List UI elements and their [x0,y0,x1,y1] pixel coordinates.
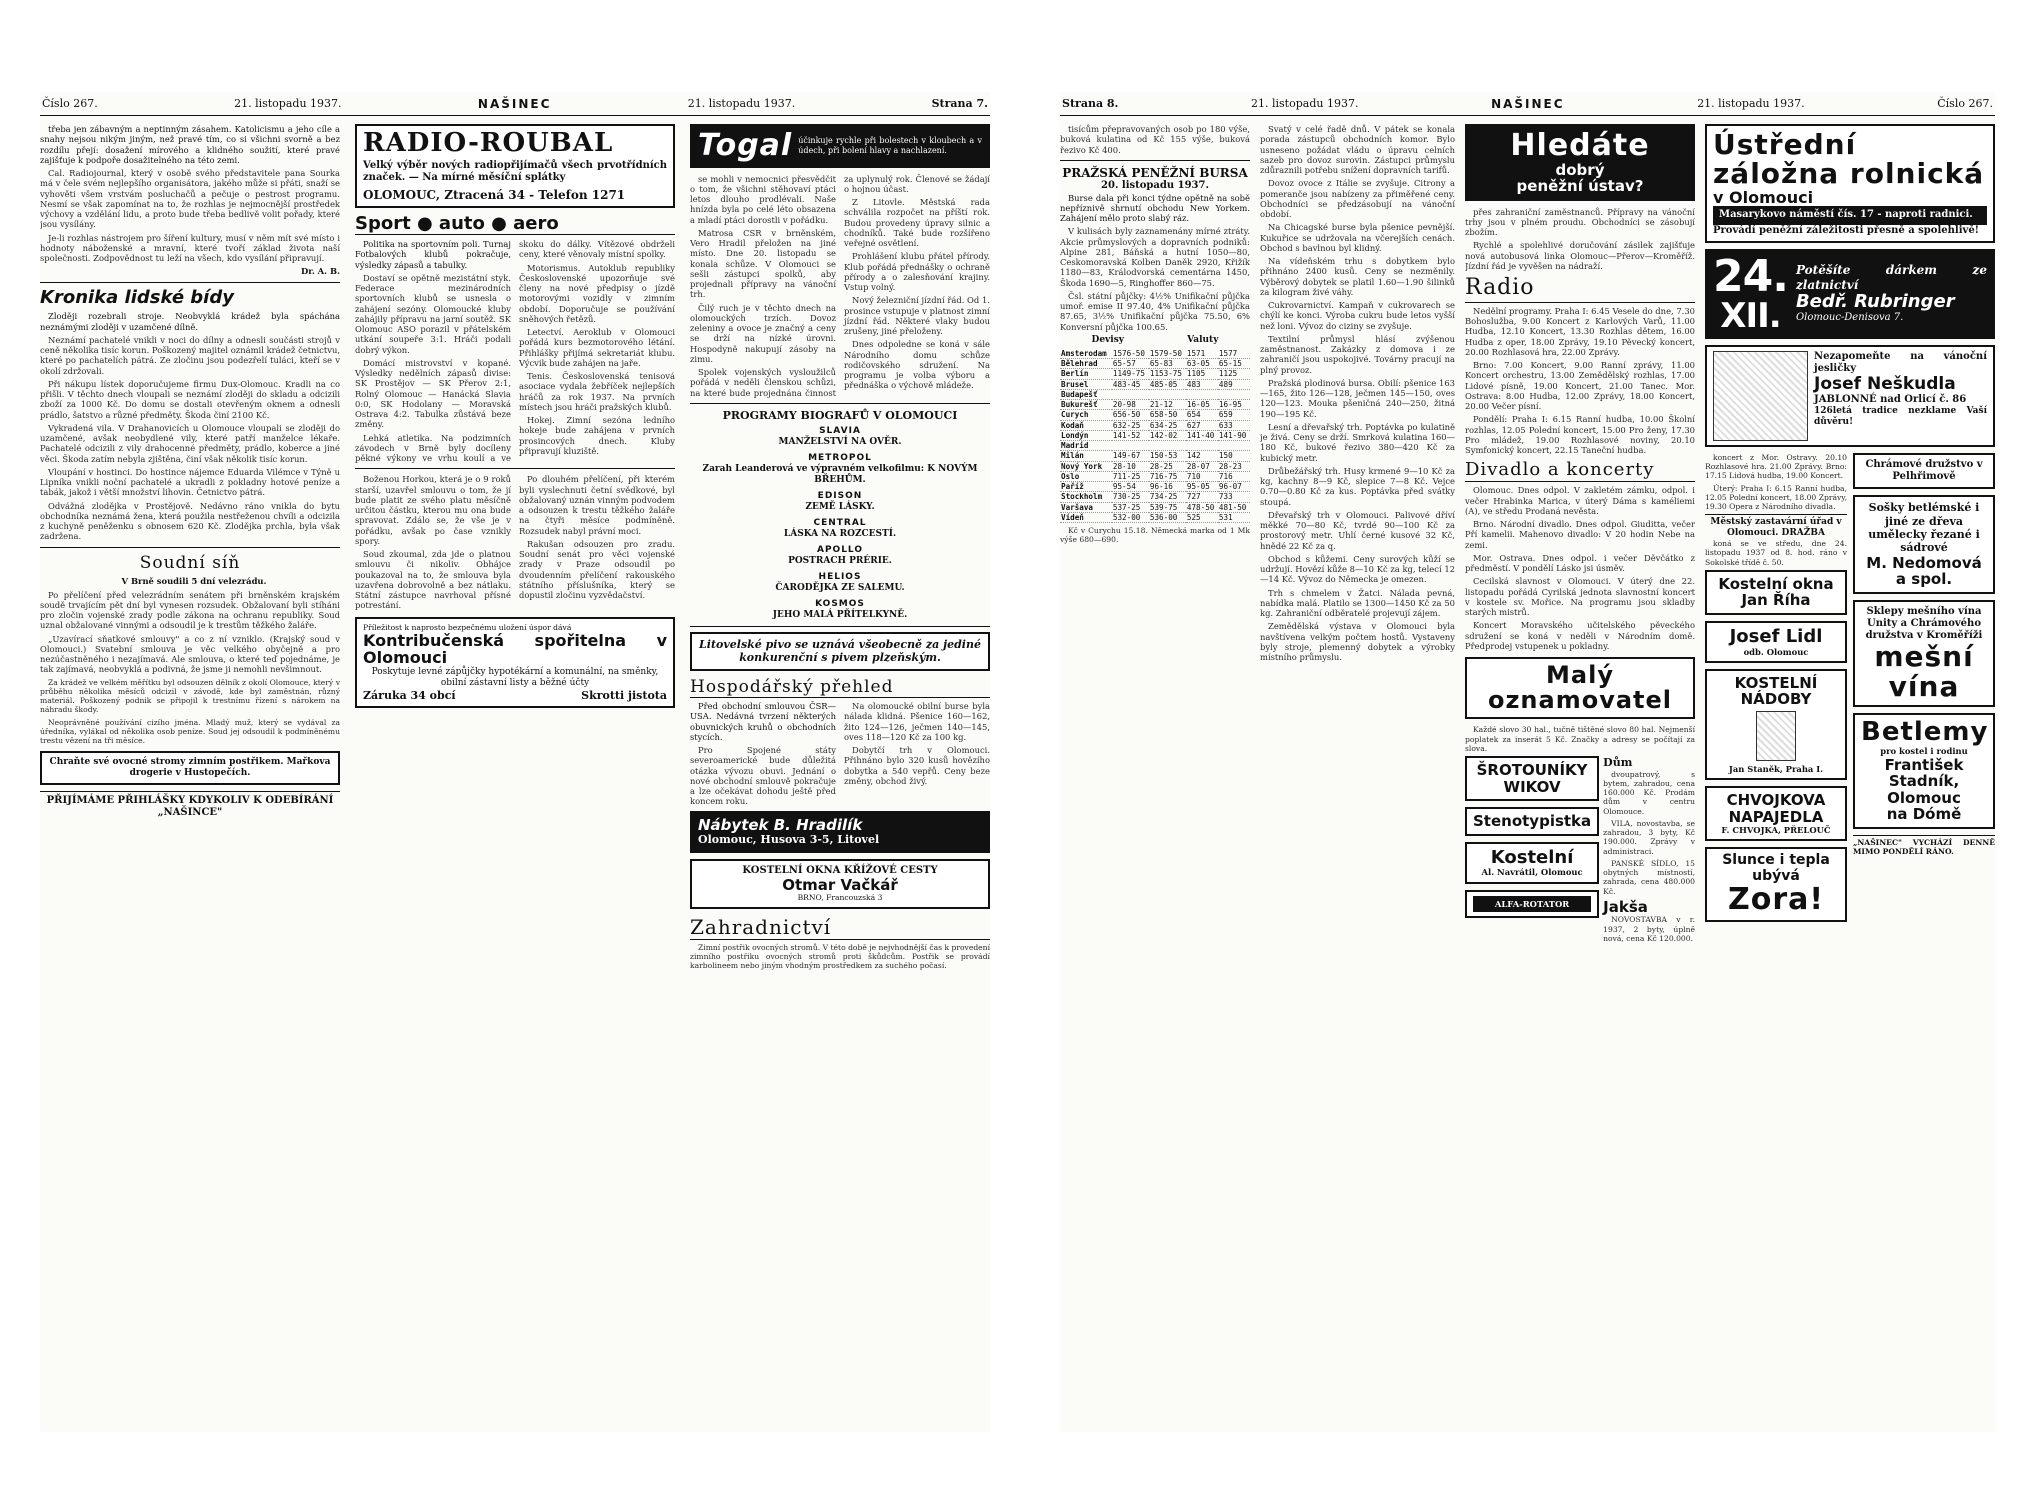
rate-city: Londýn [1060,430,1112,440]
rate-value: 65-15 [1218,359,1250,369]
mesni-vina-title: mešní vína [1874,640,1974,703]
bank-ad-text: Poskytuje levné zápůjčky hypotékární a komunální, na směnky, obilní zástavní listy a běžné účty [371,667,659,688]
cinema-film: POSTRACH PRÉRIE. [788,555,892,566]
cinema-name: HELIOS [818,571,862,582]
togal-ad [690,124,990,168]
dum-title: Dům [1603,756,1633,770]
neskuda-city: JABLONNÉ nad Orlicí č. 86 [1814,393,1967,405]
kostelni-rouch-ad [1465,842,1599,884]
rate-city: Varšava [1060,502,1112,512]
exchange-rate-row [1060,379,1250,389]
rate-value: 1153-75 [1149,369,1186,379]
togal-title: Togal [698,128,793,163]
rate-value: 658-50 [1149,410,1186,420]
rate-value: 150 [1218,451,1250,461]
rate-value: 65-83 [1149,359,1186,369]
rate-city: Budapešť [1060,389,1112,399]
nativity-scene-image [1713,351,1808,441]
cinema-program [690,572,990,594]
page-number: Strana 7. [931,97,988,110]
valuty-label: Valuty [1187,334,1219,345]
cinema-name: CENTRAL [813,517,867,528]
bursa-intro: Burse dala při konci týdne opětně na sobě nepříznivě shrnutí obchodu New Yorkem. Zahájení mělo proto slabý ráz. [1060,192,1250,224]
rate-value: 734-25 [1149,492,1186,502]
lidl-city: odb. Olomouc [1743,646,1809,657]
economy-text: Před obchodní smlouvou ČSR—USA. Nedávná tvrzení některých obuvnických kruhů o obchodních stycích. [690,701,836,742]
lidl-name: Josef Lidl [1729,625,1823,647]
rate-value: 1571 [1186,349,1218,359]
drogerie-ad [40,751,340,785]
column-1: třeba jen zábavným a neptinným zásahem. Katolicismu a jeho cíle a snahy nejsou nikým jiným, než pravé tím, co si všichni svorně a bez rozdílu přejí: dosažení mírového a klidného soužití, které pravé zajišťuje k podpoře dosažitelného na této zemi. Cal. Radiojournal, který v osobě svého představitele pana Sourka má v čele svém nejlepšího organisátora, jakého může si přáti, snaží se vyhověti všem vrstvám posluchačů a pečuje o pestrost programu. Nesmí se však zapomínat na to, že rozhlas je nejmocnější prostředek výchovy a vzdělání lidu, a proto bude třeba bedlivě volit pořady, které jsou vysílány. Je-li rozhlas nástrojem pro šíření kultury, musí v něm mít své místo i hodnoty náboženské a mravní, které tvoří základ života naší společnosti. Zodpovědnost tu leží na všech, kdo vysílání připravují. Dr. A. B. Kronika lidské bídy Zloději rozebrali stroje. Neobvyklá krádež byla spáchána neznámými zloději v uzamčené dílně. Neznámí pachatelé vnikli v noci do dílny a odnesli součásti strojů v ceně několika tisíc korun. Poškozený majitel oznámil krádež četnictvu, které po pachatelích pátrá. Ze zločinu jsou podezřelí tuláci, kteří se v okolí zdržovali. Při nákupu lístek doporučujeme firmu Dux-Olomouc. Kradli na co přišli. V těchto dnech vloupali se neznámí zloději do skladu a odcizili zboží za 1000 Kč. Do domu se dostali otevřeným oknem a odnesli prádlo, šatstvo a různé předměty. Škoda činí 2100 Kč. Vykradená vila. V Drahanovicích u Olomouce vloupali se zloději do uzamčené, avšak neobydlené vily, které patří manželce lékaře. Pachatelé odcizili z vily drahocenné předměty, prádlo, koberce a jiné věci. Škoda zatím nebyla zjištěna, činí však několik tisíc korun. Vloupání v hostinci. Do hostince nájemce Eduarda Vilémce v Týně u Lipníka vnikli noční pachatelé a ukradli z pokladny hotové peníze a tabák, jakož i větší množství lihovin. Četnictvo pátrá. Odvážná zlodějka v Prostějově. Nedávno ráno vnikla do bytu obchodníka neznámá žena, která použila nestřeženou chvíli a odcizila z kuchyně peněženku s obnosem 620 Kč. Zlodějka prchla, byla však zadržena. Soudní síň V Brně soudili 5 dní velezrádu. Po přelíčení před velezrádním senátem při brněnském krajském soudě trvajícím pět dní byl vynesen rozsudek. Obžalovaní byli stíháni pro zločin vojenské zrady podle zákona na ochranu republiky. Soud uznal obžalované vinnými a odsoudil je k trestům těžkého žaláře. „Uzavírací sňatkové smlouvy" a co z ní vzniklo. (Krajský soud v Olomouci.) Svatební smlouva je věc velkého obyčejně a pro nezúčastněného i nezajímavá. Ale smlouva, o které teď pojednáme, je tak zajímavá, neobvyklá a podivná, že jsme ji nemohli nevšimnout. Za krádež ve velkém měřítku byl odsouzen dělník z okolí Olomouce, který v průběhu několika měsíců odcizil v závodě, kde byl zaměstnán, různý materiál. Poškozený podnik se připojil k trestnímu řízení s nárokem na náhradu škody. Neoprávněné používání cizího jména. Mladý muž, který se vydával za úředníka, vylákal od několika osob peníze. Soud jej odsoudil k podmíněnému trestu vězení na tři měsíce. Chraňte své ovocné stromy zimním postřikem. Mařkova drogerie v Hustopečích. PŘIJÍMÁME PŘIHLÁŠKY KDYKOLIV K ODEBÍRÁNÍ „NAŠINCE" [40,124,340,819]
rate-value: 654 [1186,410,1218,420]
rate-value: 727 [1186,492,1218,502]
zalozna-address: Masarykovo náměstí čís. 17 - naproti radnici. [1713,206,1987,224]
rate-value: 142-02 [1149,430,1186,440]
article-signoff: Dr. A. B. [300,266,340,277]
rate-value: 483 [1186,379,1218,389]
srotouniky-title: ŠROTOUNÍKY [1476,761,1588,780]
header-date-right: 21. listopadu 1937. [1697,97,1805,110]
neskuda-ad [1705,345,1995,447]
rate-city: Curych [1060,410,1112,420]
rate-value: 150-53 [1149,451,1186,461]
zora-title: Zora! [1727,882,1825,918]
beer-notice: Litovelské pivo se uznává všeobecně za jediné konkurenční s pivem plzeňským. [690,632,990,671]
rate-value: 20-98 [1112,400,1149,410]
rate-value: 634-25 [1149,420,1186,430]
sklepy-ad [1853,600,1995,707]
zalozna-title: Ústřední záložna rolnická [1713,128,1985,191]
rate-value [1186,389,1218,399]
chalice-image [1756,711,1796,761]
rate-city: Paříž [1060,482,1112,492]
rate-value: 28-07 [1186,461,1218,471]
zora-ad [1705,847,1847,921]
hledate-line-3: peněžní ústav? [1516,177,1644,195]
column-news: Svatý v celé řadě dnů. V pátek se konala porada zástupců obchodních komor. Bylo usneseno požádat vládu o úpravu celních sazeb pro dovoz surovin. Zástupci průmyslu zdůraznili potřebu snížení dopravních tarifů. Dovoz ovoce z Itálie se zvyšuje. Citrony a pomeranče jsou nabízeny za přiměřené ceny. Obchodníci se předzásobují na vánoční období. Na Chicagské burse byla pšenice pevnější. Kukuřice se udržovala na včerejších cenách. Obchod s bavlnou byl klidný. Na vídeňském trhu s dobytkem bylo přihnáno 2400 kusů. Ceny se nezměnily. Výběrový dobytek se platil 1.60—1.90 šilinků za kilogram živé váhy. Cukrovarnictví. Kampaň v cukrovarech se chýlí ke konci. Výroba cukru bude letos vyšší než loni. Vývoz do ciziny se zvyšuje. Textilní průmysl hlásí zvýšenou zaměstnanost. Zakázky z domova i ze zahraničí jsou uspokojivé. Továrny pracují na plný provoz. Pražská plodinová bursa. Obilí: pšenice 163—165, žito 126—128, ječmen 145—150, oves 120—123. Mouka pšeničná 240—250, žitná 190—195 Kč. Lesní a dřevařský trh. Poptávka po kulatině je živá. Ceny se drží. Smrková kulatina 160—180 Kč, bukové řezivo 380—420 Kč za kubický metr. Drůbežářský trh. Husy krmené 9—10 Kč za kg, kachny 8—9 Kč, slepice 7—8 Kč. Vejce 0.70—0.80 Kč za kus. Poptávka před svátky stoupá. Dřevařský trh v Olomouci. Palivové dříví měkké 70—80 Kč, tvrdé 90—100 Kč za prostorový metr. Uhlí černé kusové 32 Kč, hnědé 22 Kč za q. Obchod s kůžemi. Ceny surových kůží se udržují. Hovězí kůže 8—10 Kč za kg, telecí 12—14 Kč. Vývoz do Německa je omezen. Trh s chmelem v Žatci. Nálada pevná, nabídka malá. Platilo se 1300—1450 Kč za 50 kg. Zahraniční odběratelé projevují zájem. Zemědělská výstava v Olomouci byla navštívena velkým počtem hostů. Vystaveny byly stroje, plemenný dobytek a výrobky místního průmyslu. [1260,124,1455,662]
zalozna-tagline: Provádí peněžní záležitosti přesně a spolehlivě! [1713,224,1980,236]
rate-value: 28-23 [1218,461,1250,471]
subscribe-notice: PŘIJÍMÁME PŘIHLÁŠKY KDYKOLIV K ODEBÍRÁNÍ „NAŠINCE" [40,791,340,819]
rate-city: Brusel [1060,379,1112,389]
exchange-rate-row [1060,420,1250,430]
page-number: Strana 8. [1062,97,1119,110]
rate-city: Nový York [1060,461,1112,471]
cinema-film: JEHO MALÁ PŘÍTELKYNĚ. [772,609,908,620]
furniture-ad-address: Olomouc, Husova 3-5, Litovel [698,833,880,847]
betlemy-title: Betlemy [1861,717,1989,748]
column-3: Togal účinkuje rychle při bolestech v kloubech a v údech, při bolení hlavy a nachlazení. se mohli v nemocnici přesvědčit o tom, že všichni stěhovaví ptáci letos dlouho prodlévali. Naše hnízda byla po celé léto obsazena a mladí ptáci dorostli v pořádku. Matrosa CSR v brněnském, Vero Hradil přeložen na jiné místo. Dne 20. listopadu se konala schůze. V Olomouci se sešli zástupci spolků, aby projednali přípravy na vánoční trh. Čilý ruch je v těchto dnech na olomouckých trzích. Dovoz zeleniny a ovoce je značný a ceny se drží na nízké úrovni. Hospodyně nakupují zásoby na zimu. Spolek vojenských vysloužilců pořádá v neděli členskou schůzi, na které bude projednána činnost za uplynulý rok. Členové se žádají o hojnou účast. Z Litovle. Městská rada schválila rozpočet na příští rok. Budou provedeny úpravy silnic a chodníků. Také bude rozšířeno veřejné osvětlení. Prohlášení klubu přátel přírody. Klub pořádá přednášky o ochraně přírody a o zalesňování krajiny. Vstup volný. Nový železniční jízdní řád. Od 1. prosince vstupuje v platnost zimní jízdní řád. Některé vlaky budou zrušeny, jiné přeloženy. Dnes odpoledne se koná v sále Národního domu schůze rodičovského sdružení. Na programu je volba výboru a přednáška o výchově mládeže. PROGRAMY BIOGRAFŮ V OLOMOUCI SLAVIA MANŽELSTVÍ NA OVĚR. METROPOL Zarah Leanderová ve výpravném velkofilmu: K NOVÝM BŘEHŮM. EDISON ZEMĚ LÁSKY. CENTRAL LÁSKA NA ROZCESTÍ. APOLLO POSTRACH PRÉRIE. HELIOS ČARODĚJKA ZE SALEMU. KOSMOS JEHO MALÁ PŘÍTELKYNĚ. Litovelské pivo se uznává všeobecně za jediné konkurenční s pivem plzeňským. Hospodářský přehled Před obchodní smlouvou ČSR—USA. Nedávná tvrzení některých obuvnických kruhů o obchodních stycích. Pro Spojené státy severoamerické bude důležitá otázka vývozu obuvi. Jednání o nové obchodní smlouvě pokračuje a lze očekávat dohodu ještě před koncem roku. Na olomoucké obilní burse byla nálada klidná. Pšenice 160—162, žito 124—126, ječmen 140—145, oves 118—120 Kč za 100 kg. Dobytčí trh v Olomouci. Přihnáno bylo 320 kusů hovězího dobytka a 540 vepřů. Ceny beze změny, obchod živý. Nábytek B. Hradilík Olomouc, Husova 3-5, Litovel KOSTELNÍ OKNA KŘÍŽOVÉ CESTY Otmar Vačkář BRNO, Francouzská 3 Zahradnictví Zimní postřik ovocných stromů. V této době je nejvhodnější čas k provedení zimního postřiku ovocných stromů proti škůdcům. Postřik se provádí karbolineem nebo jiným vhodným prostředkem za suchého počasí. [690,124,990,1424]
kostelni-rouch-title: Kostelní [1490,846,1574,868]
section-title-radio: Radio [1465,275,1695,303]
hledate-line-1: Hledáte [1510,128,1650,163]
column-ads: Ústřední záložna rolnická v Olomouci Masarykovo náměstí čís. 17 - naproti radnici. Provádí peněžní záležitosti přesně a spolehlivě! 24. XII. Potěšíte dárkem ze zlatnictví Bedř. Rubringer Olomouc-Denisova 7. Nezapomeňte na vánoční jesličky Josef Neškudla JABLONNÉ nad Orlicí č. 86 126letá tradice nezklame Vaší důvěru! koncert z Mor. Ostravy. 20.10 Rozhlasové hra. 21.00 Zprávy. Brno: 17.15 Lidová hudba, 19.00 Koncert. Úterý: Praha I: 6.15 Ranní hudba, 12.05 Polední koncert, 18.00 Zprávy, 19.30 Opera z Národního divadla. Městský zastavární úřad v Olomouci. DRAŽBA koná se ve středu, dne 24. listopadu 1937 od 8. hod. ráno v Sokolské třídě č. 50. Kostelní okna Jan Říha Josef Lidl odb. Olomouc KOSTELNÍ NÁDOBY Jan Staněk, Praha I. CHVOJKOVA NAPAJEDLA F. CHVOJKA, PŘELOUČ Slunce i tepla ubývá Zora! Chrámové družstvo v Pelhřimově Sošky betlémské i jiné ze dřeva umělecky řezané i sádrové M. Nedomová a spol. Sklepy mešního vína Unity a Chrámového družstva v Kroměříži mešní vína Betlemy pro kostel i rodinu František Stadník, Olomouc na Dómě „NAŠINEC" VYCHÁZÍ DENNĚ MIMO PONDĚLÍ RÁNO. [1705,124,1995,1424]
navratil-name: Al. Navrátil, Olomouc [1481,867,1583,878]
rate-value: 141-90 [1218,430,1250,440]
rate-city: Vídeň [1060,512,1112,522]
exchange-rate-row [1060,492,1250,502]
nadoby-ad [1705,669,1847,780]
betlemy-ad [1853,713,1995,829]
cinema-name: EDISON [817,491,863,501]
na-dome: na Dómě [1886,805,1962,824]
rate-value: 478-50 [1186,502,1218,512]
rate-city: Stockholm [1060,492,1112,502]
rate-value: 141-52 [1112,430,1149,440]
rate-value: 656-50 [1112,410,1149,420]
radio-roubal-title: RADIO-ROUBAL [363,128,614,158]
neskuda-note: 126letá tradice nezklame Vaší důvěru! [1814,406,1987,427]
rate-value: 16-05 [1186,400,1218,410]
srotouniky-ad [1465,756,1599,801]
rate-value: 481-50 [1218,502,1250,512]
rate-value: 489 [1218,379,1250,389]
rate-value: 1125 [1218,369,1250,379]
rate-value: 96-16 [1149,482,1186,492]
cinema-program [690,545,990,567]
bank-ad [355,617,675,709]
rubringer-ad [1705,249,1995,339]
rate-value [1149,441,1186,451]
section-title-theatre: Divadlo a koncerty [1465,459,1695,482]
drogerie-ad-text: Chraňte své ovocné stromy zimním postřikem. Mařkova drogerie v Hustopečích. [49,757,331,779]
devisy-label: Devisy [1091,334,1125,345]
rate-city: Bukurešť [1060,400,1112,410]
rate-value: 525 [1186,512,1218,522]
court-subtitle: V Brně soudili 5 dní velezrádu. [121,576,267,587]
alfa-title: ALFA-ROTATOR [1473,896,1591,912]
alfa-ad [1465,890,1599,918]
rate-value [1218,441,1250,451]
rate-value: 531 [1218,512,1250,522]
rubringer-month: XII. [1720,295,1781,336]
rate-value: 711-25 [1112,471,1149,481]
hledate-ad [1465,124,1695,201]
bursa-date: 20. listopadu 1937. [1101,180,1209,192]
bank-ad-name: Kontribučenská spořitelna v Olomouci [363,630,667,668]
rate-value: 1149-75 [1112,369,1149,379]
issue-number: Číslo 267. [1937,97,1993,110]
rubringer-text: Potěšíte dárkem ze zlatnictví [1795,263,1987,292]
section-title-economy: Hospodářský přehled [690,677,990,699]
riha-name: Jan Říha [1741,591,1811,610]
maly-oznamovatel-header [1465,657,1695,719]
rate-value [1112,389,1149,399]
article-intro: třeba jen zábavným a neptinným zásahem. Katolicismu a jeho cíle a snahy nejsou nikým jiným, než pravé tím, co si všichni svorně a bez rozdílu přejí: dosažení mírového a klidného soužití, které pravé zajišťuje k podpoře dosažitelného na této zemi. [40,124,340,165]
rate-value: 633 [1218,420,1250,430]
rate-value: 21-12 [1149,400,1186,410]
bank-ad-guarantee: Záruka 34 obcí [363,688,456,702]
rate-value: 95-54 [1112,482,1149,492]
masthead: NAŠINEC [1491,96,1565,111]
rate-value: 1579-50 [1149,349,1186,359]
cinema-name: SLAVIA [819,426,861,437]
section-title-garden: Zahradnictví [690,915,990,940]
rate-city: Berlín [1060,369,1112,379]
cinema-name: APOLLO [816,544,863,555]
jaksa-title: Jakša [1603,897,1648,916]
radio-roubal-text: Velký výběr nových radiopřijímačů všech prvotřídních značek. — Na mírné měsíční splátky [363,160,667,184]
betlemy-subtitle: pro kostel i rodinu [1880,746,1968,757]
rate-value: 730-25 [1112,492,1149,502]
exchange-rate-row [1060,349,1250,359]
stanek-name: Jan Staněk, Praha I. [1728,763,1824,774]
left-page-header [40,92,990,116]
rate-value: 16-95 [1218,400,1250,410]
rubringer-address: Olomouc-Denisova 7. [1795,312,1904,324]
rate-value: 627 [1186,420,1218,430]
cinema-film: LÁSKA NA ROZCESTÍ. [783,528,897,539]
slunce-text: Slunce i tepla ubývá [1722,852,1830,884]
exchange-rate-row [1060,441,1250,451]
togal-text: účinkuje rychle při bolestech v kloubech a v údech, při bolení hlavy a nachlazení. [798,136,982,155]
rubringer-name: Bedř. Rubringer [1795,291,1955,313]
chvojka-title: CHVOJKOVA NAPAJEDLA [1726,791,1826,826]
radio-roubal-ad [355,124,675,208]
exchange-rate-row [1060,369,1250,379]
nadoby-title: KOSTELNÍ NÁDOBY [1734,673,1818,709]
bursa-title: PRAŽSKÁ PENĚŽNÍ BURSA [1062,165,1248,180]
cinema-program [690,518,990,540]
furniture-ad-title: Nábytek B. Hradilík [698,815,863,834]
rate-value: 1105 [1186,369,1218,379]
rate-value: 63-05 [1186,359,1218,369]
rate-value: 28-25 [1149,461,1186,471]
zalozna-city: v Olomouci [1713,187,1814,207]
masthead: NAŠINEC [477,96,552,111]
cinema-film: ČARODĚJKA ZE SALEMU. [775,582,905,593]
cinema-program [690,599,990,621]
chvojka-ad [1705,786,1847,841]
rate-value: 65-57 [1112,359,1149,369]
cinema-film: ZEMĚ LÁSKY. [805,501,875,512]
rate-value [1218,389,1250,399]
issue-number: Číslo 267. [42,97,98,110]
column-2: RADIO-ROUBAL Velký výběr nových radiopřijímačů všech prvotřídních značek. — Na mírné měsíční splátky OLOMOUC, Ztracená 34 - Telefon 1271 Sport ● auto ● aero Politika na sportovním poli. Turnaj Fotbalových klubů pokračuje, výsledky zápasů a tabulky. Dostaví se opětně mezistátní styk. Federace mezinárodních sportovních klubů se usnesla o zahájení sezóny. Olomoucké kluby zahájily přípravu na jarní soutěž. SK Olomouc ASO porazil v přátelském utkání soupeře 3:1. Hráči podali dobrý výkon. Domácí mistrovství v kopané. Výsledky nedělních zápasů divise: SK Prostějov — SK Přerov 2:1, Rolný Olomouc — Hanácká Slavia 0:0, SK Hodolany — Moravská Ostrava 4:2. Tabulka zůstává beze změny. Lehká atletika. Na podzimních závodech v Brně byly docíleny pěkné výkony ve vrhu koulí a ve skoku do dálky. Vítězové obdrželi ceny, které věnovaly místní spolky. Motorismus. Autoklub republiky Československé upozorňuje své členy na nové předpisy o jízdě motorovými vozidly v zimním období. Doporučuje se používání sněhových řetězů. Letectví. Aeroklub v Olomouci pořádá kurs bezmotorového létání. Přihlášky přijímá sekretariát klubu. Výcvik bude zahájen na jaře. Tenis. Československá tenisová asociace vydala žebříček nejlepších hráčů za rok 1937. Na prvních místech jsou hráči pražských klubů. Hokej. Zimní sezóna ledního hokeje bude zahájena v prvních prosincových dnech. Kluby připravují kluziště. Boženou Horkou, která je o 9 roků starší, uzavřel smlouvu o tom, že jí bude platit ze svého platu měsíčně určitou částku, kterou mu ona bude spravovat. Zdálo se, že vše je v pořádku, avšak po čase vznikly spory. Soud zkoumal, zda jde o platnou smlouvu či nikoliv. Obhájce poukazoval na to, že smlouva byla uzavřena dobrovolně a bez nátlaku. Státní zástupce navrhoval přísné potrestání. Po dlouhém přelíčení, při kterém byli vyslechnuti četní svědkové, byl obžalovaný uznán vinným podvodem a odsouzen k trestu těžkého žaláře na čtyři měsíce podmíněně. Rozsudek nabyl právní moci. Rakušan odsouzen pro zradu. Soudní senát pro věci vojenské zrady v Praze odsoudil po dvoudenním přelíčení rakouského státního příslušníka, který se dopustil zločinu vyzvědačství. Příležitost k naprosto bezpečnému uložení úspor dává Kontribučenská spořitelna v Olomouci Poskytuje levné zápůjčky hypotékární a komunální, na směnky, obilní zástavní listy a běžné účty Záruka 34 obcí Skrotti jistota [355,124,675,1424]
rate-city: Oslo [1060,471,1112,481]
rate-value: 537-25 [1112,502,1149,512]
rubringer-day: 24. [1713,250,1788,302]
lidl-ad [1705,621,1847,663]
column-radio-theatre: Hledáte dobrý peněžní ústav? přes zahraniční zaměstnanců. Přípravy na vánoční trhy jsou v plném proudu. Obchodníci se zásobují zbožím. Rychlé a spolehlivé doručování zásilek zajišťuje nová autobusová linka Olomouc—Přerov—Kroměříž. Jízdní řád je vyvěšen na nádraží. Radio Nedělní programy. Praha I: 6.45 Vesele do dne, 7.30 Bohoslužba, 9.00 Koncert z Karlových Varů, 11.00 Hudba, 12.10 Koncert, 13.30 Rozhlas dětem, 16.00 Hudba z oper, 18.00 Zprávy, 19.10 Pěvecký koncert, 20.00 Rozhlasová hra, 22.00 Zprávy. Brno: 7.00 Koncert, 9.00 Ranní zprávy, 11.00 Koncert orchestru, 13.00 Zemědělský rozhlas, 17.00 Lidové písně, 19.00 Koncert, 21.00 Tanec. Mor. Ostrava: 8.00 Hudba, 12.00 Zprávy, 18.00 Koncert, 20.00 Večer písní. Pondělí: Praha I: 6.15 Ranní hudba, 10.00 Školní rozhlas, 12.05 Polední koncert, 15.00 Pro ženy, 17.30 Pro mládež, 19.00 Rozhlasové noviny, 20.10 Symfonický koncert, 22.15 Taneční hudba. Divadlo a koncerty Olomouc. Dnes odpol. V zakletém zámku, odpol. i večer Hrabinka Marica, v úterý Dáma s kaméliemi (A), ve středu Prodaná nevěsta. Brno. Národní divadlo. Dnes odpol. Giuditta, večer Pří kamelii. Mahenovo divadlo: V 20 hodin Nebe na zemi. Mor. Ostrava. Dnes odpol. i večer Děvčátko z předměstí. V pondělí Lásko jsi úsměv. Cecilská slavnost v Olomouci. V úterý dne 22. listopadu pořádá Cyrilská jednota slavnostní koncert v kostele sv. Mořice. Na programu jsou skladby starých mistrů. Koncert Moravského učitelského pěveckého sdružení se koná v neděli v Národním domě. Předprodej vstupenek u pokladny. Malý oznamovatel Každé slovo 30 hal., tučně tištěné slovo 80 hal. Nejmenší poplatek za inserát 5 Kč. Značky a adresy se počítají za slova. ŠROTOUNÍKY WIKOV Stenotypistka Kostelní Al. Navrátil, Olomouc ALFA-ROTATOR Dům dvoupatrový, s bytem, zahradou, cena 160.000 Kč. Prodám dům v centru Olomouce. VILA, novostavba, se zahradou, 3 byty, Kč 190.000. Zprávy v administraci. PANSKÉ SÍDLO, 15 obytných místností, zahrada, cena 480.000 Kč. Jakša NOVOSTAVBA v r. 1937, 2 byty, úplně nová, cena Kč 120.000. [1465,124,1695,1424]
wikov-title: WIKOV [1503,777,1561,796]
church-windows-address: BRNO, Francouzská 3 [797,893,883,903]
exchange-rate-row [1060,451,1250,461]
rate-value: 659 [1218,410,1250,420]
exchange-rate-row [1060,502,1250,512]
left-page [40,92,990,1432]
exchange-rate-row [1060,410,1250,420]
cinema-program [690,453,990,486]
hledate-line-2: dobrý [1555,160,1605,179]
rate-value: 149-67 [1112,451,1149,461]
header-date-left: 21. listopadu 1937. [234,97,342,110]
section-title-sport: Sport ● auto ● aero [355,214,675,235]
rate-city: Bělehrad [1060,359,1112,369]
exchange-rate-row [1060,482,1250,492]
rate-value: 95-05 [1186,482,1218,492]
druzstvo-title: Chrámové družstvo v Pelhřimově [1865,458,1983,482]
right-page [1060,92,1995,1432]
maly-oznamovatel-title: Malý oznamovatel [1487,661,1673,715]
cinema-program [690,426,990,448]
header-date-right: 21. listopadu 1937. [687,97,796,110]
cinema-film: Zarah Leanderová ve výpravném velkofilmu: K NOVÝM BŘEHŮM. [702,464,978,486]
radio-roubal-address: OLOMOUC, Ztracená 34 - Telefon 1271 [363,187,626,202]
cinema-programs-title: PROGRAMY BIOGRAFŮ V OLOMOUCI [722,408,958,422]
sklepy-title: Sklepy mešního vína Unity a Chrámového družstva v Kroměříži [1865,605,1983,642]
rate-value: 485-05 [1149,379,1186,389]
rate-value: 716 [1218,471,1250,481]
article-thieves: Zloději rozebrali stroje. Neobvyklá krádež byla spáchána neznámými zloději v uzamčené dílně. [40,311,340,332]
rate-value: 710 [1186,471,1218,481]
nedoma-name: M. Nedomová a spol. [1866,553,1982,589]
rate-value: 536-00 [1149,512,1186,522]
rate-value: 28-10 [1112,461,1149,471]
bank-ad-intro: Příležitost k naprosto bezpečnému uložení úspor dává [363,622,572,632]
rate-value: 1577 [1218,349,1250,359]
rate-value: 483-45 [1112,379,1149,389]
rate-city: Amsterodam [1060,349,1112,359]
rate-value: 539-75 [1149,502,1186,512]
neskuda-intro: Nezapomeňte na vánoční jesličky [1814,350,1987,374]
druzstvo-ad [1853,453,1995,489]
chvojka-name: F. CHVOJKA, PŘELOUČ [1721,825,1831,836]
rate-value: 733 [1218,492,1250,502]
church-windows-title: KOSTELNÍ OKNA KŘÍŽOVÉ CESTY [742,864,938,876]
furniture-ad [690,811,990,853]
section-title-kronika: Kronika lidské bídy [40,286,234,308]
rate-city: Kodaň [1060,420,1112,430]
exchange-rate-row [1060,359,1250,369]
rate-value: 96-07 [1218,482,1250,492]
section-title-soudni: Soudní síň [139,552,241,573]
right-page-header [1060,92,1995,116]
rate-city: Milán [1060,451,1112,461]
neskuda-name: Josef Neškudla [1814,374,1956,395]
rate-value: 142 [1186,451,1218,461]
zalozna-ad [1705,124,1995,243]
rate-city: Madrid [1060,441,1112,451]
rate-value: 141-40 [1186,430,1218,440]
stadnik-name: František Stadník, Olomouc [1884,755,1964,807]
rate-value [1186,441,1218,451]
cinema-name: METROPOL [808,453,872,464]
rate-value: 1576-50 [1112,349,1149,359]
exchange-rate-table [1060,349,1250,523]
cinema-program [690,491,990,513]
cinema-name: KOSMOS [815,598,865,609]
sport-text: Politika na sportovním poli. Turnaj Fotbalových klubů pokračuje, výsledky zápasů a tabulky. [355,239,511,270]
footer-note: „NAŠINEC" VYCHÁZÍ DENNĚ MIMO PONDĚLÍ RÁNO. [1853,835,1995,857]
header-date-left: 21. listopadu 1937. [1251,97,1359,110]
column-bursa: tisícům přepravovaných osob po 180 výše, buková kulatina od Kč 155 výše, buková řezivo Kč 400. PRAŽSKÁ PENĚŽNÍ BURSA 20. listopadu 1937. Burse dala při konci týdne opětně na sobě nepříznivě shrnutí obchodu New Yorkem. Zahájení mělo proto slabý ráz. V kulisách byly zaznamenány mírné ztráty. Akcie průmyslových a dopravních podniků: Alpine 281, Báňská a hutní 1050—80, Ceskomoravská Kolben Daněk 2920, Křižík 1180—83, Králodvorská cementárna 1450, Škoda 1690—5, Ringhoffer 860—75. Čsl. státní půjčky: 4½% Unifikační půjčka umoř. emise II 97.40, 4% Unifikační půjčka 87.65, 3½% Unifikační půjčka 75.50, 6% Konversní půjčka 100.65. Devisy Valuty Amsterodam 1576-50 1579-50 1571 1577 Bělehrad 65-57 65-83 63-05 65-15 Berlín 1149-75 1153-75 1105 1125 Brusel 483-45 485-05 483 489 Budapešť Bukurešť 20-98 21-12 16-05 16-95 Curych 656-50 658-50 654 659 Kodaň 632-25 634-25 627 633 Londýn 141-52 142-02 141-40 141-90 Madrid Milán 149-67 150-53 142 150 Nový York 28-10 28-25 28-07 28-23 Oslo 711-25 716-75 710 716 Paříž 95-54 96-16 95-05 96-07 Stockholm 730-25 734-25 727 733 Varšava 537-25 539-75 478-50 481-50 Vídeň 532-00 536-00 525 531 Kč v Curychu 15.18. Německá marka od 1 Mk výše 680—690. [1060,124,1250,545]
bank-ad-security: Skrotti jistota [581,688,667,702]
church-windows-ad [690,859,990,909]
sosky-ad [1853,495,1995,594]
rate-value: 716-75 [1149,471,1186,481]
exchange-rate-row [1060,471,1250,481]
rate-value: 532-00 [1112,512,1149,522]
riha-ad [1705,570,1847,615]
cinema-film: MANŽELSTVÍ NA OVĚR. [778,437,902,448]
stenotypistka-ad [1465,807,1599,836]
stenotypistka-title: Stenotypistka [1473,812,1592,831]
exchange-rate-row [1060,400,1250,410]
riha-title: Kostelní okna [1718,574,1834,593]
rate-value [1112,441,1149,451]
church-windows-maker: Otmar Vačkář [782,875,898,894]
exchange-rate-row [1060,430,1250,440]
exchange-rate-row [1060,461,1250,471]
sosky-text: Sošky betlémské i jiné ze dřeva umělecky řezané i sádrové [1868,501,1980,555]
rate-value: 632-25 [1112,420,1149,430]
rate-value [1149,389,1186,399]
exchange-rate-row [1060,512,1250,522]
exchange-rate-row [1060,389,1250,399]
